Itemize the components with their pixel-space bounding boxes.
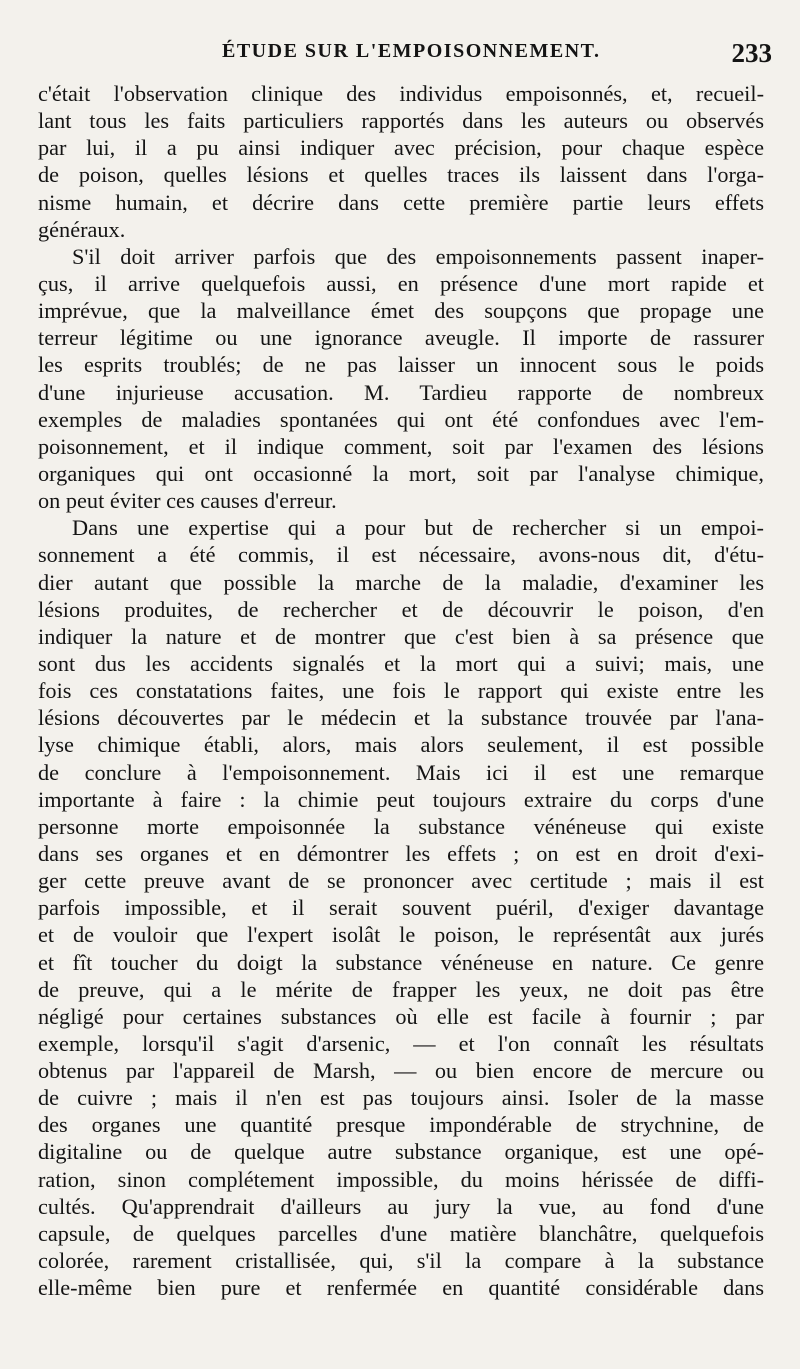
text-line: de conclure à l'empoisonnement. Mais ici il est une remarque (38, 759, 764, 785)
text-line: d'une injurieuse accusation. M. Tardieu rapporte de nombreux (38, 379, 764, 405)
text-line: c'était l'observation clinique des individus empoisonnés, et, recueil- (38, 81, 764, 106)
text-line: lant tous les faits particuliers rapportés dans les auteurs ou observés (38, 108, 764, 134)
text-line: par lui, il a pu ainsi indiquer avec précision, pour chaque espèce (38, 135, 764, 161)
page-number: 233 (731, 38, 772, 68)
text-line: indiquer la nature et de montrer que c'est bien à sa présence que (38, 623, 764, 649)
text-line: exemples de maladies spontanées qui ont été confondues avec l'em- (38, 406, 764, 432)
running-title: ÉTUDE SUR L'EMPOISONNEMENT. (222, 40, 601, 62)
text-line: terreur légitime ou une ignorance aveugle. Il importe de rassurer (38, 325, 764, 351)
text-line: négligé pour certaines substances où elle est facile à fournir ; par (38, 1003, 764, 1029)
text-line: fois ces constatations faites, une fois le rapport qui existe entre les (38, 678, 764, 704)
text-line: les esprits troublés; de ne pas laisser un innocent sous le poids (38, 352, 764, 378)
text-line: généraux. (38, 216, 126, 242)
text-line: et de vouloir que l'expert isolât le poison, le représentât aux jurés (38, 922, 764, 948)
text-line: de preuve, qui a le mérite de frapper les yeux, ne doit pas être (38, 976, 764, 1002)
text-line: sont dus les accidents signalés et la mort qui a suivi; mais, une (38, 650, 764, 676)
body-text (38, 80, 764, 1301)
text-line: poisonnement, et il indique comment, soit par l'examen des lésions (38, 433, 764, 459)
text-line: ration, sinon complétement impossible, du moins hérissée de diffi- (38, 1166, 764, 1192)
text-line: nisme humain, et décrire dans cette première partie leurs effets (38, 189, 764, 215)
text-line: obtenus par l'appareil de Marsh, — ou bien encore de mercure ou (38, 1058, 764, 1084)
text-line: capsule, de quelques parcelles d'une matière blanchâtre, quelquefois (38, 1220, 764, 1246)
text-line: elle-même bien pure et renfermée en quantité considérable dans (38, 1275, 764, 1301)
text-line: çus, il arrive quelquefois aussi, en présence d'une mort rapide et (38, 270, 764, 296)
text-line: dier autant que possible la marche de la maladie, d'examiner les (38, 569, 764, 595)
text-line: et fît toucher du doigt la substance vénéneuse en nature. Ce genre (38, 949, 764, 975)
text-line: parfois impossible, et il serait souvent puéril, d'exiger davantage (38, 895, 764, 921)
text-line: sonnement a été commis, il est nécessaire, avons-nous dit, d'étu- (38, 542, 764, 568)
text-line: cultés. Qu'apprendrait d'ailleurs au jury la vue, au fond d'une (38, 1193, 764, 1219)
text-line: de poison, quelles lésions et quelles traces ils laissent dans l'orga- (38, 162, 764, 188)
page-header (0, 38, 800, 68)
text-line: colorée, rarement cristallisée, qui, s'il la compare à la substance (38, 1248, 764, 1274)
text-line: organiques qui ont occasionné la mort, soit par l'analyse chimique, (38, 460, 764, 486)
text-line: digitaline ou de quelque autre substance organique, est une opé- (38, 1139, 764, 1165)
text-line: importante à faire : la chimie peut toujours extraire du corps d'une (38, 786, 764, 812)
text-line: de cuivre ; mais il n'en est pas toujours ainsi. Isoler de la masse (38, 1085, 764, 1111)
text-line: exemple, lorsqu'il s'agit d'arsenic, — et l'on connaît les résultats (38, 1030, 764, 1056)
text-line: des organes une quantité presque impondérable de strychnine, de (38, 1112, 764, 1138)
text-line: lésions découvertes par le médecin et la substance trouvée par l'ana- (38, 705, 764, 731)
text-line: S'il doit arriver parfois que des empoisonnements passent inaper- (72, 243, 764, 269)
text-line: imprévue, que la malveillance émet des soupçons que propage une (38, 298, 764, 324)
text-line: dans ses organes et en démontrer les effets ; on est en droit d'exi- (38, 840, 764, 866)
text-line: Dans une expertise qui a pour but de rechercher si un empoi- (72, 515, 764, 541)
text-line: lyse chimique établi, alors, mais alors seulement, il est possible (38, 732, 764, 758)
text-line: personne morte empoisonnée la substance vénéneuse qui existe (38, 813, 764, 839)
text-line: on peut éviter ces causes d'erreur. (38, 488, 337, 514)
text-line: lésions produites, de rechercher et de découvrir le poison, d'en (38, 596, 764, 622)
text-line: ger cette preuve avant de se prononcer avec certitude ; mais il est (38, 868, 764, 894)
